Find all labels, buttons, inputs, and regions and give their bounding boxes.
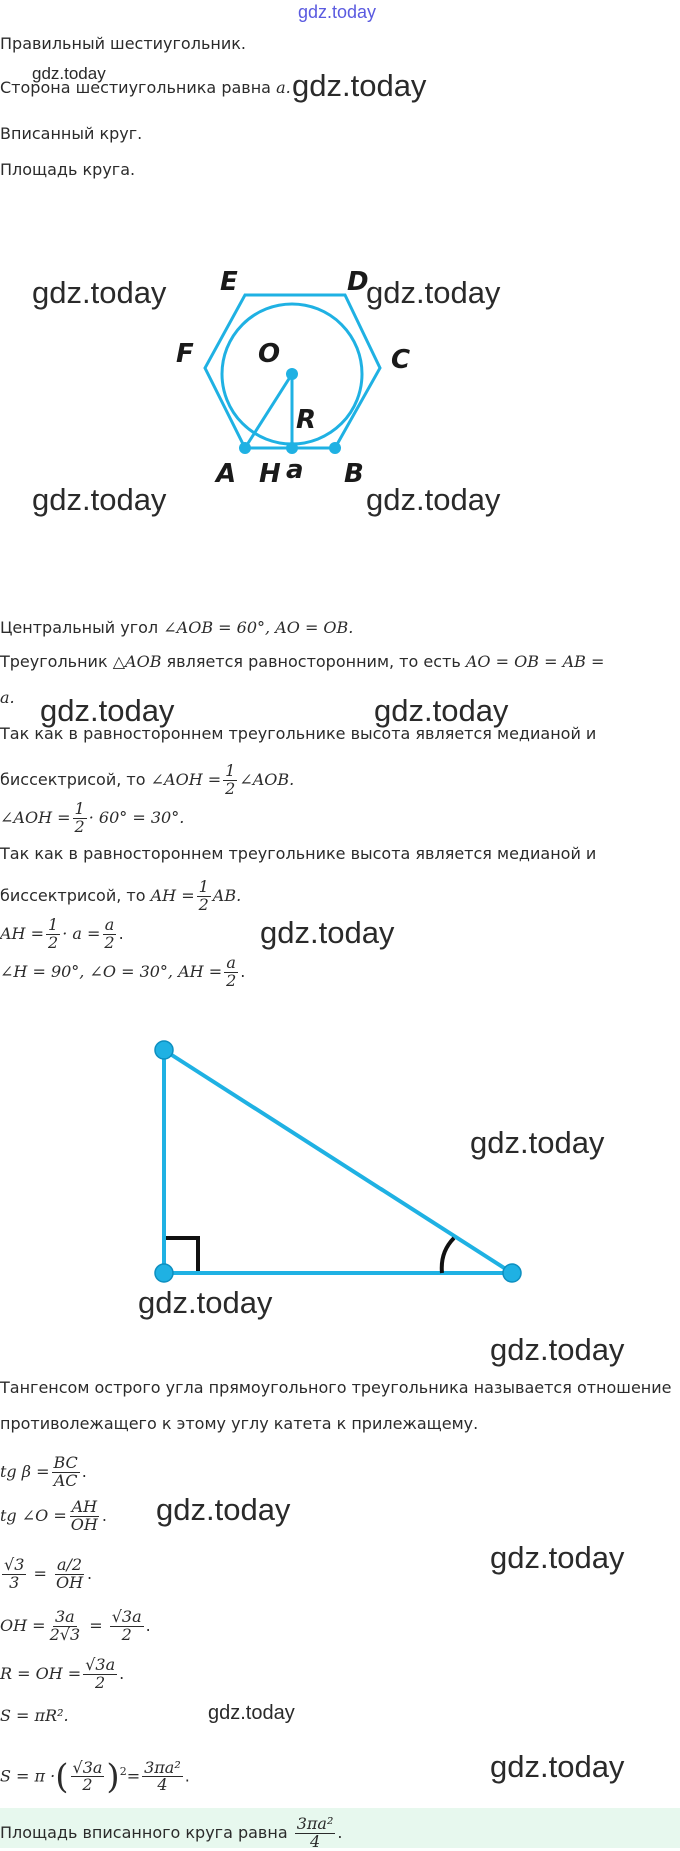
- step-1: [0, 618, 353, 638]
- fraction-a-half: $\frac{a}{2}$: [226, 953, 237, 990]
- step-7: ∠H = 90°, ∠O = 30°, AH = $\frac{a}{2}$ .: [0, 953, 246, 990]
- watermark: gdz.today: [366, 275, 501, 310]
- step-4: [0, 798, 184, 838]
- step-6-math-a: AH =: [0, 924, 44, 943]
- label-h: H: [259, 459, 281, 489]
- vertex-top: [155, 1041, 173, 1059]
- fraction-3pia2-4: $\frac{\text{3πa²}}{4}$: [144, 1757, 181, 1795]
- tangent-step-1-a: tg β =: [0, 1462, 50, 1481]
- tangent-step-4-a: OH =: [0, 1616, 46, 1635]
- answer-fraction: $\frac{\text{3πa²}}{4}$: [296, 1814, 334, 1851]
- step-5-text: Так как в равностороннем треугольнике высота является медианой и: [0, 844, 597, 863]
- step-1-math: ∠AOB = 60°, AO = OB.: [163, 618, 354, 637]
- fraction-bc-ac: $\frac{BC}{AC}$: [53, 1453, 78, 1490]
- label-o: O: [258, 339, 281, 369]
- watermark: gdz.today: [366, 482, 501, 517]
- step-3-text: Так как в равностороннем треугольнике высота является медианой и: [0, 724, 597, 743]
- step-3-text-2: биссектрисой, то: [0, 770, 146, 789]
- watermark: gdz.today: [138, 1285, 273, 1320]
- step-2-text-b: является равносторонним, то есть: [166, 652, 461, 671]
- tangent-definition-2: противолежащего к этому углу катета к прилежащему.: [0, 1414, 479, 1433]
- right-triangle-diagram: [0, 1030, 680, 1310]
- tangent-step-7-a: S = π ·: [0, 1766, 56, 1786]
- watermark: gdz.today: [260, 915, 395, 950]
- header-logo[interactable]: gdz.today: [298, 2, 377, 22]
- step-2-math-c: a.: [0, 688, 15, 707]
- label-e: E: [220, 267, 238, 297]
- point-h: [286, 442, 298, 454]
- point-b: [329, 442, 341, 454]
- fraction-sqrt3a-2: $\frac{√3a}{2}$: [72, 1757, 103, 1795]
- intro-line-2-text: Сторона шестиугольника равна: [0, 78, 271, 97]
- segment-oa: [245, 374, 292, 448]
- step-2-math-a: △AOB: [112, 652, 162, 671]
- fraction-ah-oh: $\frac{AH}{OH}$: [70, 1497, 98, 1534]
- step-1-text: Центральный угол: [0, 618, 159, 637]
- answer-banner: [0, 1808, 680, 1851]
- watermark: gdz.today: [32, 64, 106, 83]
- fraction-half: $\frac{1}{2}$: [198, 877, 209, 914]
- fraction-a2-oh: $\frac{a/2}{OH}$: [55, 1555, 84, 1592]
- watermark: gdz.today: [374, 693, 509, 728]
- label-c: C: [391, 345, 411, 375]
- fraction-sqrt3-3: $\frac{√3}{3}$: [4, 1555, 25, 1592]
- point-a: [239, 442, 251, 454]
- step-4-math-a: ∠AOH =: [0, 808, 71, 827]
- watermark: gdz.today: [470, 1125, 605, 1160]
- answer-text: Площадь вписанного круга равна: [0, 1822, 288, 1842]
- step-3-math-b: ∠AOB.: [239, 770, 295, 789]
- tangent-step-4: OH = $\frac{3a}{2√3}$ = $\frac{√3a}{2}$ .: [0, 1607, 151, 1644]
- watermark: gdz.today: [32, 482, 167, 517]
- watermark: gdz.today: [490, 1332, 625, 1367]
- tangent-step-5-a: R = OH =: [0, 1664, 82, 1683]
- watermark: gdz.today: [490, 1749, 625, 1784]
- step-5-math-a: AH =: [150, 886, 195, 905]
- answer-line: Площадь вписанного круга равна $\frac{\text{3πa²}}{4}$ .: [0, 1814, 343, 1851]
- tangent-step-2: tg ∠O = $\frac{AH}{OH}$ .: [0, 1497, 107, 1534]
- label-f: F: [176, 339, 194, 369]
- step-2-text-a: Треугольник: [0, 652, 108, 671]
- step-4-math-b: · 60° = 30°.: [88, 808, 185, 827]
- watermark: gdz.today: [292, 68, 427, 103]
- fraction-half: $\frac{1}{2}$: [74, 799, 85, 836]
- fraction-sqrt3a-2: $\frac{√3a}{2}$: [85, 1655, 116, 1692]
- label-b: B: [344, 459, 364, 489]
- fraction-a-half: $\frac{a}{2}$: [104, 915, 115, 952]
- watermark: gdz.today: [32, 275, 167, 310]
- angle-arc-mark: [442, 1238, 454, 1273]
- intro-line-2-var: a.: [276, 78, 291, 97]
- step-5-math-b: AB.: [212, 886, 242, 905]
- watermark: gdz.today: [156, 1492, 291, 1527]
- label-r: R: [296, 405, 317, 435]
- fraction-3a-2sqrt3: $\frac{3a}{2√3}$: [49, 1607, 81, 1644]
- tangent-step-1: tg β = $\frac{BC}{AC}$ .: [0, 1453, 87, 1490]
- step-6-math-b: · a =: [62, 924, 101, 943]
- label-a-side: a: [286, 455, 304, 485]
- step-3-math-a: ∠AOH =: [150, 770, 222, 789]
- fraction-half: $\frac{1}{2}$: [225, 761, 236, 798]
- fraction-half: $\frac{1}{2}$: [48, 915, 59, 952]
- intro-line-4: Площадь круга.: [0, 160, 136, 179]
- tangent-step-7: S = π ·( $\frac{√3a}{2}$ )$^2$= $\frac{\text{3πa²}}{4}$ .: [0, 1756, 190, 1797]
- step-7-math-a: ∠H = 90°, ∠O = 30°, AH =: [0, 962, 223, 981]
- step-5: [0, 876, 241, 916]
- watermark: gdz.today: [490, 1540, 625, 1575]
- point-o: [286, 368, 298, 380]
- vertex-right-angle: [155, 1264, 173, 1282]
- step-2: [0, 652, 604, 672]
- tangent-step-3: $\frac{√3}{3}$ = $\frac{a/2}{OH}$ .: [4, 1555, 93, 1592]
- intro-line-1: Правильный шестиугольник.: [0, 34, 246, 53]
- step-2-math-b: AO = OB = AB =: [465, 652, 605, 671]
- watermark: gdz.today: [40, 693, 175, 728]
- vertex-acute: [503, 1264, 521, 1282]
- tangent-step-5: R = OH = $\frac{√3a}{2}$ .: [0, 1655, 125, 1692]
- tangent-definition-1: Тангенсом острого угла прямоугольного треугольника называется отношение: [0, 1378, 672, 1397]
- tangent-step-6: S = πR².: [0, 1706, 69, 1725]
- triangle-hypotenuse: [164, 1050, 512, 1273]
- label-d: D: [347, 267, 369, 297]
- watermark: gdz.today: [208, 1702, 295, 1724]
- step-3: [0, 760, 294, 800]
- fraction-sqrt3a-2: $\frac{√3a}{2}$: [111, 1607, 142, 1644]
- tangent-step-2-a: tg ∠O =: [0, 1506, 67, 1525]
- label-a: A: [216, 459, 237, 489]
- hexagon-diagram: [0, 0, 680, 600]
- step-6: AH = $\frac{1}{2}$ · a = $\frac{a}{2}$ .: [0, 915, 124, 952]
- step-5-text-2: биссектрисой, то: [0, 886, 146, 905]
- intro-line-3: Вписанный круг.: [0, 124, 143, 143]
